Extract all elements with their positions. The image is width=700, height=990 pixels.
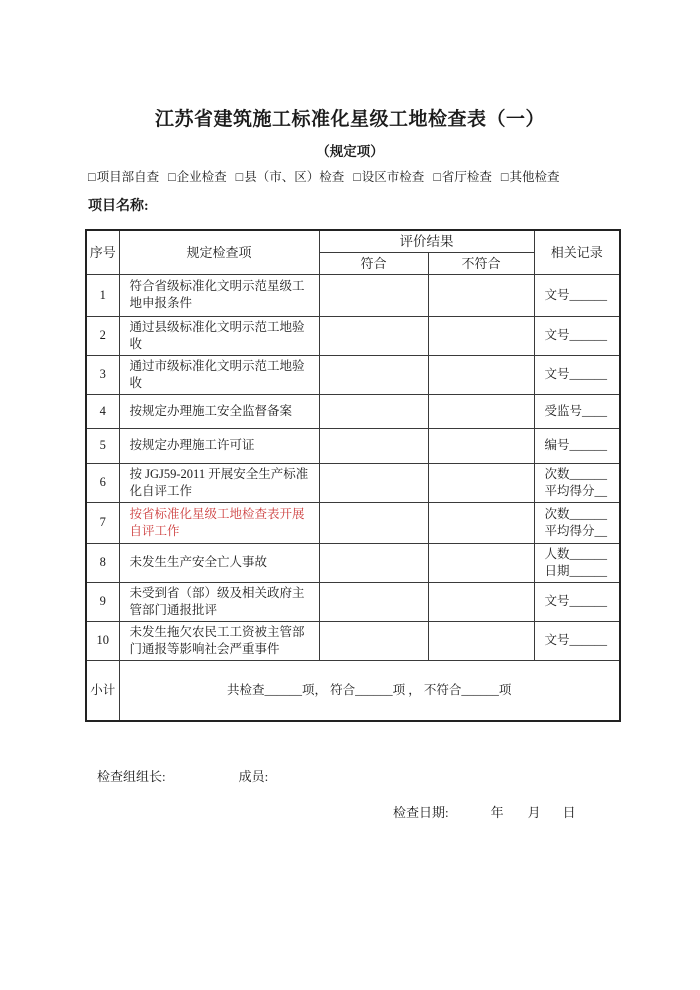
- row-number: 9: [86, 582, 119, 621]
- row-number: 6: [86, 463, 119, 502]
- pass-cell: [319, 355, 428, 394]
- checkbox-icon: □: [88, 170, 96, 184]
- header-pass: 符合: [319, 252, 428, 274]
- record-cell: [534, 316, 620, 355]
- check-item-text: 按 JGJ59-2011 开展安全生产标准化自评工作: [119, 463, 319, 502]
- record-line: 人数______: [544, 546, 608, 561]
- checkbox-label: 企业检查: [176, 170, 227, 184]
- fail-cell: [428, 316, 534, 355]
- check-item-text: 按规定办理施工安全监督备案: [119, 394, 319, 428]
- record-line: 日期______: [544, 563, 608, 578]
- fail-cell: [428, 463, 534, 502]
- row-number: 4: [86, 394, 119, 428]
- record-cell: [534, 543, 620, 582]
- header-evaluation-result: 评价结果: [319, 230, 534, 252]
- check-item-text: 通过市级标准化文明示范工地验收: [119, 355, 319, 394]
- checkbox-item-enterprise[interactable]: [168, 169, 227, 186]
- record-cell: [534, 582, 620, 621]
- pass-cell: [319, 543, 428, 582]
- inspection-type-checkboxes: [88, 169, 700, 186]
- fail-cell: [428, 621, 534, 660]
- record-line: 次数______: [544, 466, 608, 481]
- table-row: [86, 543, 620, 582]
- subtotal-row: [86, 660, 620, 721]
- checkbox-item-other[interactable]: [501, 169, 560, 186]
- checkbox-label: 省厅检查: [441, 170, 492, 184]
- pass-cell: [319, 463, 428, 502]
- record-line: 编号______: [544, 438, 608, 452]
- header-check-item: 规定检查项: [119, 230, 319, 274]
- month-label: 月: [527, 805, 541, 820]
- row-number: 7: [86, 502, 119, 543]
- fail-cell: [428, 274, 534, 316]
- table-row: [86, 274, 620, 316]
- row-number: 2: [86, 316, 119, 355]
- checkbox-icon: □: [500, 170, 509, 184]
- record-line: 文号______: [544, 328, 608, 342]
- subtotal-label: 小计: [86, 660, 119, 721]
- check-item-text: 通过县级标准化文明示范工地验收: [119, 316, 319, 355]
- record-cell: [534, 463, 620, 502]
- record-line: 文号______: [544, 633, 608, 647]
- record-line: 平均得分__: [544, 483, 608, 498]
- table-row: [86, 502, 620, 543]
- record-cell: [534, 394, 620, 428]
- fail-cell: [428, 543, 534, 582]
- check-item-text: 未受到省（部）级及相关政府主管部门通报批评: [119, 582, 319, 621]
- table-row: [86, 428, 620, 463]
- inspection-date-label: 检查日期:: [393, 805, 449, 820]
- table-row: [86, 355, 620, 394]
- checkbox-icon: □: [433, 170, 441, 184]
- page-subtitle: （规定项）: [316, 144, 384, 159]
- project-name-label: 项目名称:: [88, 199, 149, 214]
- record-cell: [534, 502, 620, 543]
- row-number: 8: [86, 543, 119, 582]
- check-item-text: 未发生拖欠农民工工资被主管部门通报等影响社会严重事件: [119, 621, 319, 660]
- members-label: 成员:: [238, 769, 269, 784]
- fail-cell: [428, 502, 534, 543]
- header-seq: 序号: [86, 230, 119, 274]
- checkbox-label: 项目部自查: [96, 170, 160, 184]
- row-number: 5: [86, 428, 119, 463]
- record-cell: [534, 428, 620, 463]
- checkbox-icon: □: [168, 170, 176, 184]
- pass-cell: [319, 621, 428, 660]
- row-number: 1: [86, 274, 119, 316]
- check-item-text-highlighted: 按省标准化星级工地检查表开展自评工作: [119, 502, 319, 543]
- record-line: 平均得分__: [544, 523, 608, 538]
- subtotal-text: 共检查______项， 符合______项 ， 不符合______项: [119, 660, 620, 721]
- record-line: 文号______: [544, 367, 608, 381]
- record-line: 受监号____: [544, 403, 608, 418]
- pass-cell: [319, 316, 428, 355]
- record-cell: [534, 621, 620, 660]
- checkbox-icon: □: [353, 170, 361, 184]
- pass-cell: [319, 394, 428, 428]
- table-row: [86, 463, 620, 502]
- table-row: [86, 394, 620, 428]
- checkbox-item-county[interactable]: [236, 169, 345, 186]
- row-number: 3: [86, 355, 119, 394]
- fail-cell: [428, 394, 534, 428]
- table-row: [86, 621, 620, 660]
- checkbox-label: 县（市、区）检查: [244, 170, 345, 184]
- fail-cell: [428, 428, 534, 463]
- checkbox-item-province[interactable]: [433, 169, 492, 186]
- checkbox-label: 设区市检查: [361, 170, 425, 184]
- date-line: [393, 804, 700, 822]
- pass-cell: [319, 428, 428, 463]
- checkbox-item-project-self[interactable]: [88, 169, 159, 186]
- record-cell: [534, 355, 620, 394]
- pass-cell: [319, 274, 428, 316]
- table-row: [86, 582, 620, 621]
- checkbox-label: 其他检查: [509, 170, 560, 184]
- year-label: 年: [490, 805, 504, 820]
- table-row: [86, 316, 620, 355]
- record-cell: [534, 274, 620, 316]
- day-label: 日: [562, 805, 576, 820]
- record-line: 文号______: [544, 287, 608, 302]
- check-item-text: 按规定办理施工许可证: [119, 428, 319, 463]
- check-item-text: 未发生生产安全亡人事故: [119, 543, 319, 582]
- signature-line: [97, 768, 700, 786]
- page-title: 江苏省建筑施工标准化星级工地检查表（一）: [154, 109, 545, 130]
- fail-cell: [428, 355, 534, 394]
- fail-cell: [428, 582, 534, 621]
- pass-cell: [319, 582, 428, 621]
- checkbox-item-city[interactable]: [353, 169, 424, 186]
- record-line: 次数______: [544, 506, 608, 521]
- header-related-record: 相关记录: [534, 230, 620, 274]
- header-fail: 不符合: [428, 252, 534, 274]
- checkbox-icon: □: [235, 170, 244, 184]
- check-item-text: 符合省级标准化文明示范星级工地申报条件: [119, 274, 319, 316]
- record-line: 文号______: [544, 594, 608, 608]
- team-leader-label: 检查组组长:: [97, 769, 166, 784]
- inspection-table: [85, 229, 621, 722]
- pass-cell: [319, 502, 428, 543]
- row-number: 10: [86, 621, 119, 660]
